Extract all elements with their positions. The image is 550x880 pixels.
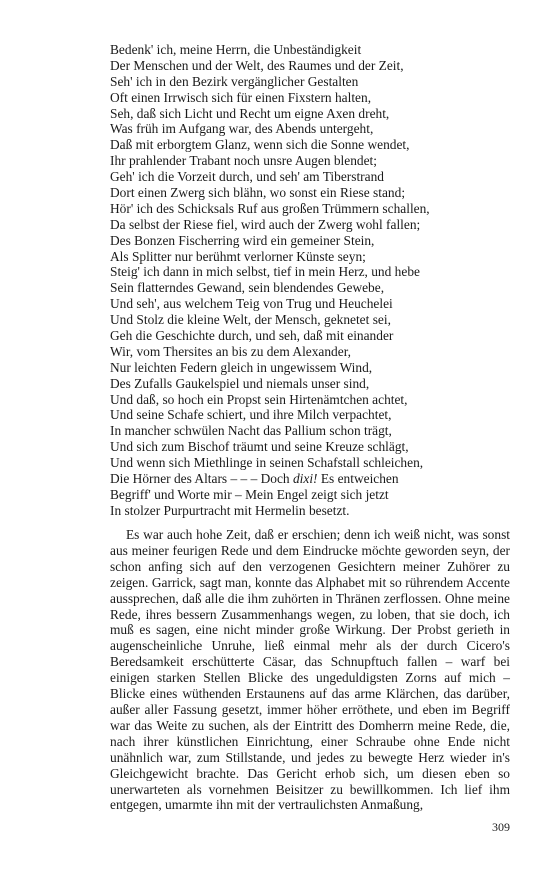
verse-line: Begriff' und Worte mir – Mein Engel zeigt sich jetzt [110,486,389,502]
verse-line: Der Menschen und der Welt, des Raumes und der Zeit, [110,57,404,73]
verse-block [110,42,510,519]
prose-paragraph: Es war auch hohe Zeit, daß er erschien; denn ich weiß nicht, was sonst aus meiner feurigen Rede und dem Eindrucke möchte geworden seyn, der schon anfing sich auf den verzogenen Gesichtern meiner Zuhörer zu zeigen. Garrick, sagt man, konnte das Alphabet mit so rührendem Accente aussprechen, daß alle die ihm zuhörten in Thränen zerflossen. Ohne meine Rede, ihres bessern Zusammenhangs wegen, zu loben, that sie doch, ich muß es sagen, eine nicht minder große Wirkung. Der Probst gerieth in augenscheinliche Unruhe, ließ einmal mehr als der durch Cicero's Beredsamkeit erschütterte Cäsar, das Schnupftuch fallen – warf bei einigen starken Stellen Blicke des ungeduldigsten Zorns auf mich – Blicke eines wüthenden Erstaunens auf das arme Klärchen, das darüber, außer aller Fassung gesetzt, immer höher erröthete, und eben im Begriff war das Weite zu suchen, als der Eintritt des Domherrn meine Rede, die, nach ihrer künstlichen Einrichtung, einer Schraube ohne Ende nicht unähnlich war, zum Stillstande, und jedes zu bewegte Herz wieder in's Gleichgewicht brachte. Das Gericht erhob sich, um diesen eben so unerwarteten als vornehmen Beisitzer zu bewillkommen. Ich lief ihm entgegen, umarmte ihn mit der vertraulichsten Anmaßung, [110,527,510,813]
verse-line: In mancher schwülen Nacht das Pallium schon trägt, [110,423,392,439]
verse-line: Oft einen Irrwisch sich für einen Fixstern halten, [110,89,372,105]
verse-line: Geh die Geschichte durch, und seh, daß mit einander [110,328,394,344]
verse-line: Und wenn sich Miethlinge in seinen Schafstall schleichen, [110,455,424,471]
verse-line: Dort einen Zwerg sich blähn, wo sonst ein Riese stand; [110,185,406,201]
verse-line: Seh, daß sich Licht und Recht um eigne Axen dreht, [110,105,390,121]
verse-line: Nur leichten Federn gleich in ungewissem Wind, [110,359,373,375]
verse-line: Steig' ich dann in mich selbst, tief in mein Herz, und hebe [110,264,420,280]
verse-line: Des Zufalls Gaukelspiel und niemals unser sind, [110,375,370,391]
verse-line: Des Bonzen Fischerring wird ein gemeiner Stein, [110,232,375,248]
verse-line: Und Stolz die kleine Welt, der Mensch, geknetet sei, [110,312,391,328]
verse-line-start: Die Hörner des Altars – – – Doch [110,471,293,487]
verse-italic-word: dixi! [292,471,318,487]
prose-block [110,527,510,813]
verse-line: Wir, vom Thersites an bis zu dem Alexander, [110,343,351,359]
page-number: 309 [492,820,510,834]
verse-line: Daß mit erborgtem Glanz, wenn sich die Sonne wendet, [110,137,410,153]
verse-line: Und seh', aus welchem Teig von Trug und Heuchelei [110,296,393,312]
verse-line: Da selbst der Riese fiel, wird auch der Zwerg wohl fallen; [110,216,421,232]
verse-line: Ihr prahlender Trabant noch unsre Augen blendet; [110,153,378,169]
verse-line-with-italic [110,471,510,487]
verse-line: Bedenk' ich, meine Herrn, die Unbeständigkeit [110,42,362,57]
verse-line: Und sich zum Bischof träumt und seine Kreuze schlägt, [110,439,409,455]
verse-line: Was früh im Aufgang war, des Abends untergeht, [110,121,374,137]
verse-line: Als Splitter nur berühmt verlorner Künste seyn; [110,248,366,264]
verse-line: Seh' ich in den Bezirk vergänglicher Gestalten [110,73,359,89]
verse-line: In stolzer Purpurtracht mit Hermelin besetzt. [110,502,350,518]
verse-line: Hör' ich des Schicksals Ruf aus großen Trümmern schallen, [110,200,430,216]
verse-line: Geh' ich die Vorzeit durch, und seh' am Tiberstrand [110,169,384,185]
verse-line: Sein flatterndes Gewand, sein blendendes Gewebe, [110,280,385,296]
verse-line: Und daß, so hoch ein Propst sein Hirtenämtchen achtet, [110,391,408,407]
verse-line: Und seine Schafe schiert, und ihre Milch verpachtet, [110,407,392,423]
verse-line-end: Es entweichen [317,471,399,487]
